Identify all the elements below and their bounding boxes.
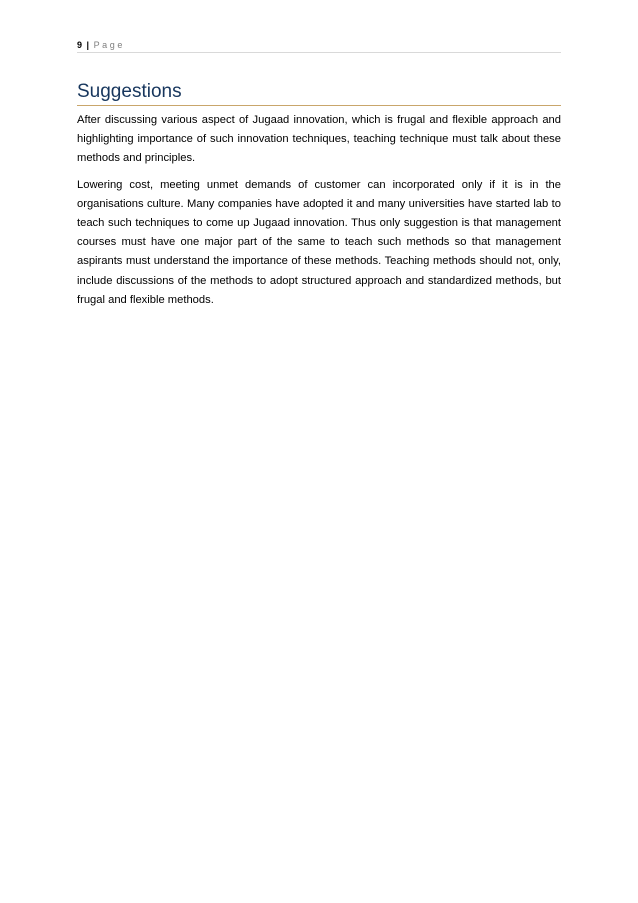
page-header	[77, 38, 561, 52]
body-paragraph: Lowering cost, meeting unmet demands of customer can incorporated only if it is in the organisations culture. Many companies have adopted it and many universities have started lab to teach such techniques to come up Jugaad innovation. Thus only suggestion is that management courses must have one major part of the same to teach such methods so that management aspirants must understand the importance of these methods. Teaching methods should not, only, include discussions of the methods to adopt structured approach and standardized methods, but frugal and flexible methods.	[77, 178, 561, 306]
body-paragraph: After discussing various aspect of Jugaad innovation, which is frugal and flexible approach and highlighting importance of such innovation techniques, teaching technique must talk about these methods and principles.	[77, 114, 561, 165]
title-divider	[77, 105, 561, 106]
header-separator: |	[86, 40, 90, 50]
header-divider	[77, 52, 561, 53]
page-label: Page	[93, 40, 125, 50]
section-body	[77, 111, 561, 317]
page-number: 9	[77, 40, 83, 50]
section-title: Suggestions	[77, 81, 182, 102]
